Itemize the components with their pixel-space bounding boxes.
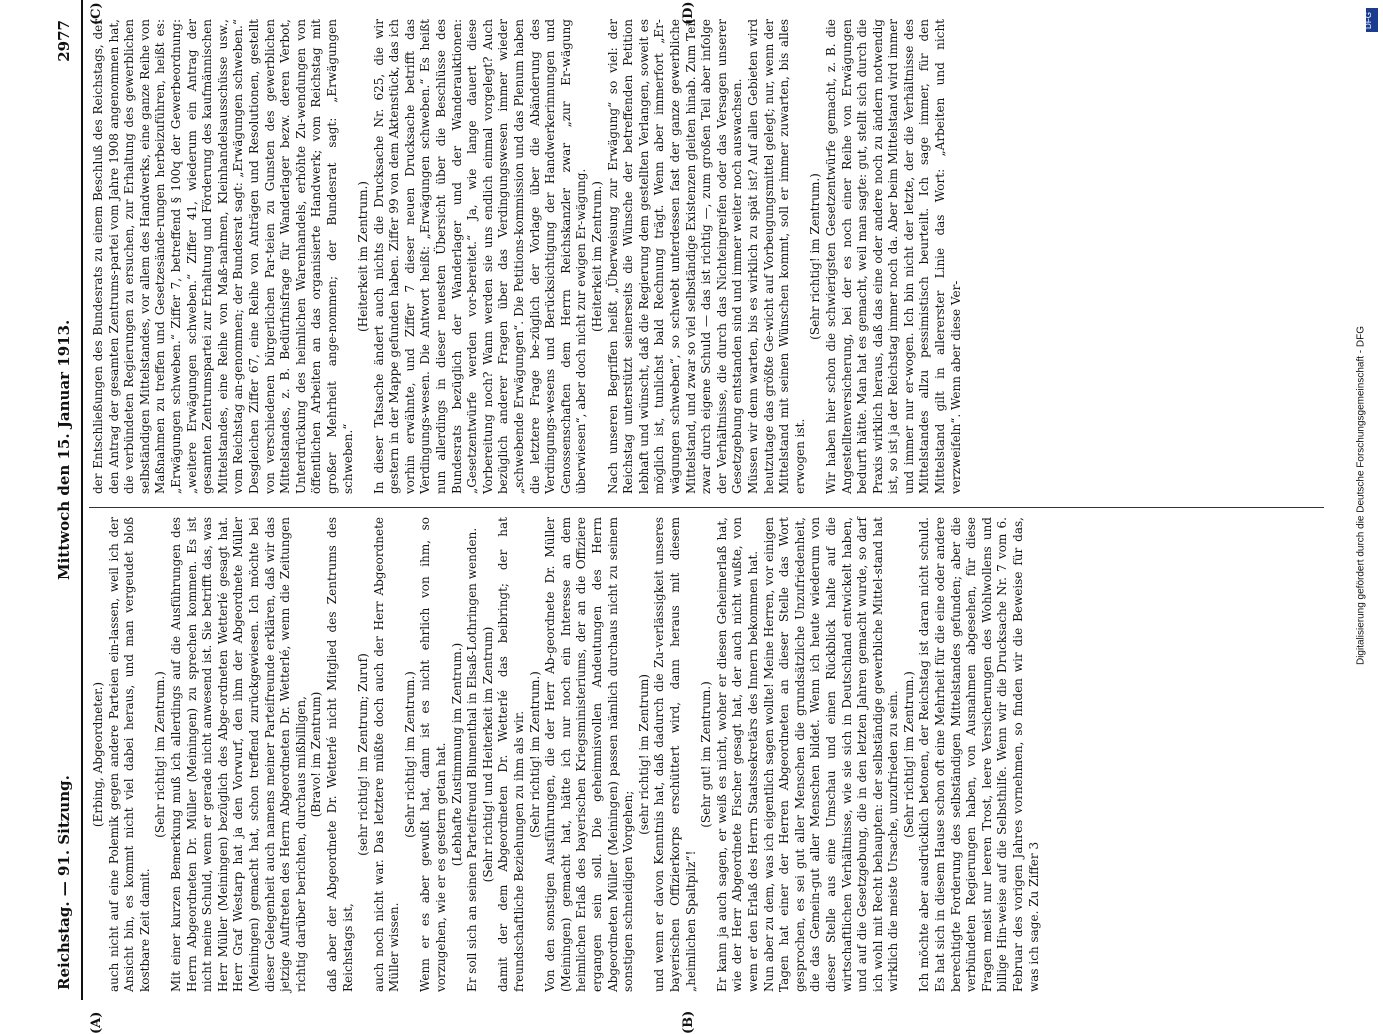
header-rule: [81, 0, 83, 1000]
text-paragraph: Nach unseren Begriffen heißt „Überweisung zur Erwägung“ so viel: der Reichstag unterstützt seinerseits die Wünsche der betreffenden Petition lebhaft und wünscht, daß die Regierung dem gestellten Verlangen, soweit es möglich ist, tunlichst bald Rechnung trägt. Wenn aber immerfort „Er-wägungen schweben“, so schwebt unterdessen fast der ganze gewerbliche Mittelstand, und zwar so viel selbständige Existenzen gleiten hinab. Zum Teil zwar durch eigene Schuld — das ist richtig —, zum großen Teil aber infolge der Verhältnisse, die durch das Nichteingreifen oder das Versagen unserer Gesetzgebung entstanden sind und immer weiter noch auswachsen.: [605, 19, 745, 494]
text-paragraph: Wenn er es aber gewußt hat, dann ist es nicht ehrlich von ihm, so vorzugehen, wie er es gestern getan hat.: [418, 517, 449, 992]
dfg-logo: DFG: [1366, 8, 1378, 32]
margin-mark-a: (A): [89, 1011, 104, 1034]
text-paragraph: (Heiterkeit im Zentrum.): [590, 181, 604, 332]
column-divider: [89, 507, 1324, 508]
text-paragraph: Wir haben hier schon die schwierigsten Gesetzentwürfe gemacht, z. B. die Angestelltenversicherung, bei der es noch einer Reihe von Erwägungen bedurft hätte. Man hat es gemacht, weil man sagte: gut, stellt sich durch die Praxis wirklich heraus, daß das eine oder andere noch zu ändern notwendig ist, so ist ja der Reichstag immer noch da. Aber beim Mittelstand wird immer und immer nur er-wogen. Ich bin nicht der letzte, der die Verhältnisse des Mittelstandes allzu pessimistisch beurteilt. Ich sage immer, für den Mittelstand gilt in allererster Linie das Wort: „Arbeiten und nicht verzweifeln“. Wenn aber diese Ver-: [823, 19, 963, 494]
right-text-column: [91, 19, 964, 494]
text-paragraph: (Sehr richtig! im Zentrum.): [402, 671, 417, 838]
header-center: Mittwoch den 15. Januar 1913.: [55, 319, 73, 580]
text-paragraph: (sehr richtig! im Zentrum): [636, 674, 651, 835]
text-paragraph: der Entschließungen des Bundesrats zu einem Beschluß des Reichstags, der den Antrag der gesamten Zentrums-partei vom Jahre 1908 angenommen hat, die verbündeten Regierungen zu ersuchen, zur Erhaltung des gewerblichen selbständigen Mittelstandes, vor allem des Handwerks, eine ganze Reihe von Maßnahmen zu treffen und Gesetzesände-rungen herbeizuführen, heißt es: „Erwägungen schweben.“ Ziffer 7, betreffend § 100q der Gewerbeordnung: „weitere Erwägungen schweben.“ Ziffer 41, wiederum ein Antrag der gesamten Zentrumspartei zur Erhaltung und Förderung des kaufmännischen Mittelstandes, eine Reihe von Maß-nahmen, Kleinhandelsausschüsse usw., vom Reichstag an-genommen; der Bundesrat sagt: „Erwägungen schweben.“ Desgleichen Ziffer 67, eine Reihe von Anträgen und Resolutionen, gestellt von verschiedenen bürgerlichen Par-teien zu Gunsten des gewerblichen Mittelstandes, z. B. Bedürfnisfrage für Wanderlager bezw. deren Verbot, Unterdrückung des heimlichen Warenhandels, erhöhte Zu-wendungen von öffentlichen Arbeiten an das organisierte Handwerk; vom Reichstag mit großer Mehrheit ange-nommen; der Bundesrat sagt: „Erwägungen schweben.“: [91, 19, 355, 494]
page-header: [55, 0, 79, 1000]
text-paragraph: Nun aber zu dem, was ich eigentlich sagen wollte! Meine Herren, vor einigen Tagen hat einer der Herren Abgeordneten an dieser Stelle das Wort gesprochen, es sei gut aller Menschen die grundsätzliche Unzufriedenheit, die das Gemein-gut aller Menschen bildet. Wenn ich heute wiederum von dieser Stelle aus eine Umschau und einen Rückblick halte auf die wirtschaftlichen Verhältnisse, wie sie sich in Deutschland entwickelt haben, und auf die Gesetzgebung, die in den letzten Jahren gemacht wurde, so darf ich wohl mit Recht behaupten: der selbständige gewerbliche Mittel-stand hat wirklich die meiste Ursache, unzufrieden zu sein.: [761, 517, 901, 992]
text-paragraph: (Lebhafte Zustimmung im Zentrum.): [449, 642, 464, 867]
text-paragraph: In dieser Tatsache ändert auch nichts die Drucksache Nr. 625, die wir gestern in der Mappe gefunden haben. Ziffer 99 von dem Aktenstück, das ich vorhin erwähnte, und Ziffer 7 dieser neuen Drucksache betrifft das Verdingungs-wesen. Die Antwort heißt: „Erwägungen schweben.“ Es heißt nun allerdings in dieser neuesten Übersicht über die Beschlüsse des Bundesrats bezüglich der Wanderlager und der Wanderauktionen: „Gesetzentwürfe werden vor-bereitet.“ Ja, wie lange dauert diese Vorbereitung noch? Wann werden sie uns endlich einmal vorgelegt? Auch bezüglich anderer Fragen über das Verdingungswesen immer wieder „schwebende Erwägungen“. Die Petitions-kommission und das Plenum haben die letztere Frage be-züglich der Vorlage über die Abänderung des Verdingungs-wesens und Berücksichtigung der Handwerkerinnungen und Genossenschaften dem Herrn Reichskanzler zwar „zur Er-wägung überwiesen“, aber doch nicht zur ewigen Er-wägung.: [371, 19, 589, 494]
text-paragraph: auch nicht auf eine Polemik gegen andere Parteien ein-lassen, weil ich der Ansicht bin, es kommt nicht viel dabei heraus, und man vergeudet bloß kostbare Zeit damit.: [106, 517, 152, 992]
page-number: 2977: [55, 20, 73, 62]
text-paragraph: (Sehr richtig! im Zentrum.): [527, 671, 542, 838]
header-left: Reichstag. — 91. Sitzung.: [55, 775, 73, 990]
text-paragraph: damit der dem Abgeordneten Dr. Wetterlé das beibringt; der hat freundschaftliche Beziehungen zu ihm als wir.: [496, 517, 527, 992]
text-paragraph: daß aber der Abgeordnete Dr. Wetterlé nicht Mitglied des Zentrums des Reichstags ist,: [324, 517, 355, 992]
text-paragraph: (Sehr gut! im Zentrum.): [699, 681, 714, 828]
margin-mark-c: (C): [89, 2, 104, 25]
digitization-note: [1351, 60, 1365, 940]
text-paragraph: (Sehr richtig! im Zentrum.): [901, 671, 916, 838]
text-paragraph: Von den sonstigen Ausführungen, die der Herr Ab-geordnete Dr. Müller (Meiningen) gemacht hat, hätte ich nur noch ein Interesse an dem heimlichen Erlaß des bayerischen Kriegsministeriums, der an die Offiziere ergangen sein soll. Die geheimnisvollen Andeutungen des Herrn Abgeordneten Müller (Meiningen) passen nämlich durchaus nicht zu seinem sonstigen schneidigen Vorgehen;: [543, 517, 636, 992]
text-paragraph: (Bravo! im Zentrum): [309, 691, 324, 818]
text-paragraph: (Sehr richtig! im Zentrum.): [808, 173, 823, 340]
margin-mark-d: (D): [681, 1, 696, 25]
text-paragraph: Er kann ja auch sagen, er weiß es nicht, woher er diesen Geheimerlaß hat, wie der Herr Abgeordnete Fischer gesagt hat, der auch nicht wußte, von wem er den Erlaß des Herrn Staatssekretärs des Innern bekommen hat.: [714, 517, 760, 992]
text-paragraph: auch noch nicht war. Das letztere müßte doch auch der Herr Abgeordnete Müller wissen.: [371, 517, 402, 992]
text-paragraph: Mit einer kurzen Bemerkung muß ich allerdings auf die Ausführungen des Herrn Abgeordneten Dr. Müller (Meiningen) zu sprechen kommen. Es ist nicht meine Schuld, wenn er gerade nicht anwesend ist. Sie betrifft das, was Herr Müller (Meiningen) bezüglich des Abge-ordneten Wetterlé gesagt hat. Herr Graf Westarp hat ja den Vorwurf, den ihm der Abgeordnete Müller (Meiningen) gemacht hat, schon treffend zurückgewiesen. Ich möchte bei dieser Gelegenheit auch namens meiner Parteifreunde erklären, daß wir das jetzige Auftreten des Herrn Abgeordneten Dr. Wetterlé, wenn die Zeitungen richtig darüber berichten, durchaus mißbilligen,: [168, 517, 308, 992]
text-paragraph: Müssen wir denn warten, bis es wirklich zu spät ist? Auf allen Gebieten wird heutzutage das größte Ge-wicht auf Vorbeugungsmittel gelegt; nur, wenn der Mittelstand mit seinen Wünschen kommt, soll er immer zuwarten, bis alles erwogen ist.: [745, 19, 807, 494]
margin-mark-b: (B): [681, 1010, 696, 1034]
text-paragraph: (sehr richtig! im Zentrum; Zuruf): [356, 653, 371, 856]
text-paragraph: (Sehr richtig! im Zentrum.): [153, 671, 168, 838]
text-paragraph: (Sehr richtig! und Heiterkeit im Zentrum): [480, 626, 495, 883]
text-paragraph: und wenn er davon Kenntnis hat, daß dadurch die Zu-verlässigkeit unseres bayerischen Offizierkorps erschüttert wird, dann heraus mit diesem „heimlichen Spaltpilz“!: [652, 517, 698, 992]
text-paragraph: Ich möchte aber ausdrücklich betonen, der Reichstag ist daran nicht schuld. Es hat sich in diesem Hause schon oft eine Mehrheit für die eine oder andere berechtigte Forderung des selbständigen Mittelstandes gefunden; aber die verbündeten Regierungen haben, von Ausnahmen abgesehen, für diese Fragen meist nur leeren Trost, leere Versicherungen des Wohlwollens und billige Hin-weise auf die Selbsthilfe. Wenn wir die Drucksache Nr. 7 vom 6. Februar des vorigen Jahres vornehmen, so finden wir die Beweise für das, was ich sage. Zu Ziffer 3: [917, 517, 1041, 992]
text-paragraph: (Heiterkeit im Zentrum.): [356, 181, 371, 332]
text-paragraph: Er soll sich an seinen Parteifreund Blumenthal in Elsaß-Lothringen wenden.: [465, 527, 480, 992]
left-text-column: [91, 517, 1042, 992]
text-paragraph: (Erbing, Abgeordneter.): [91, 681, 105, 828]
rotated-newspaper-page: [41, 0, 1341, 1034]
digitization-note-text: Digitalisierung gefördert durch die Deutsche Forschungsgemeinschaft - DFG: [1355, 325, 1367, 666]
